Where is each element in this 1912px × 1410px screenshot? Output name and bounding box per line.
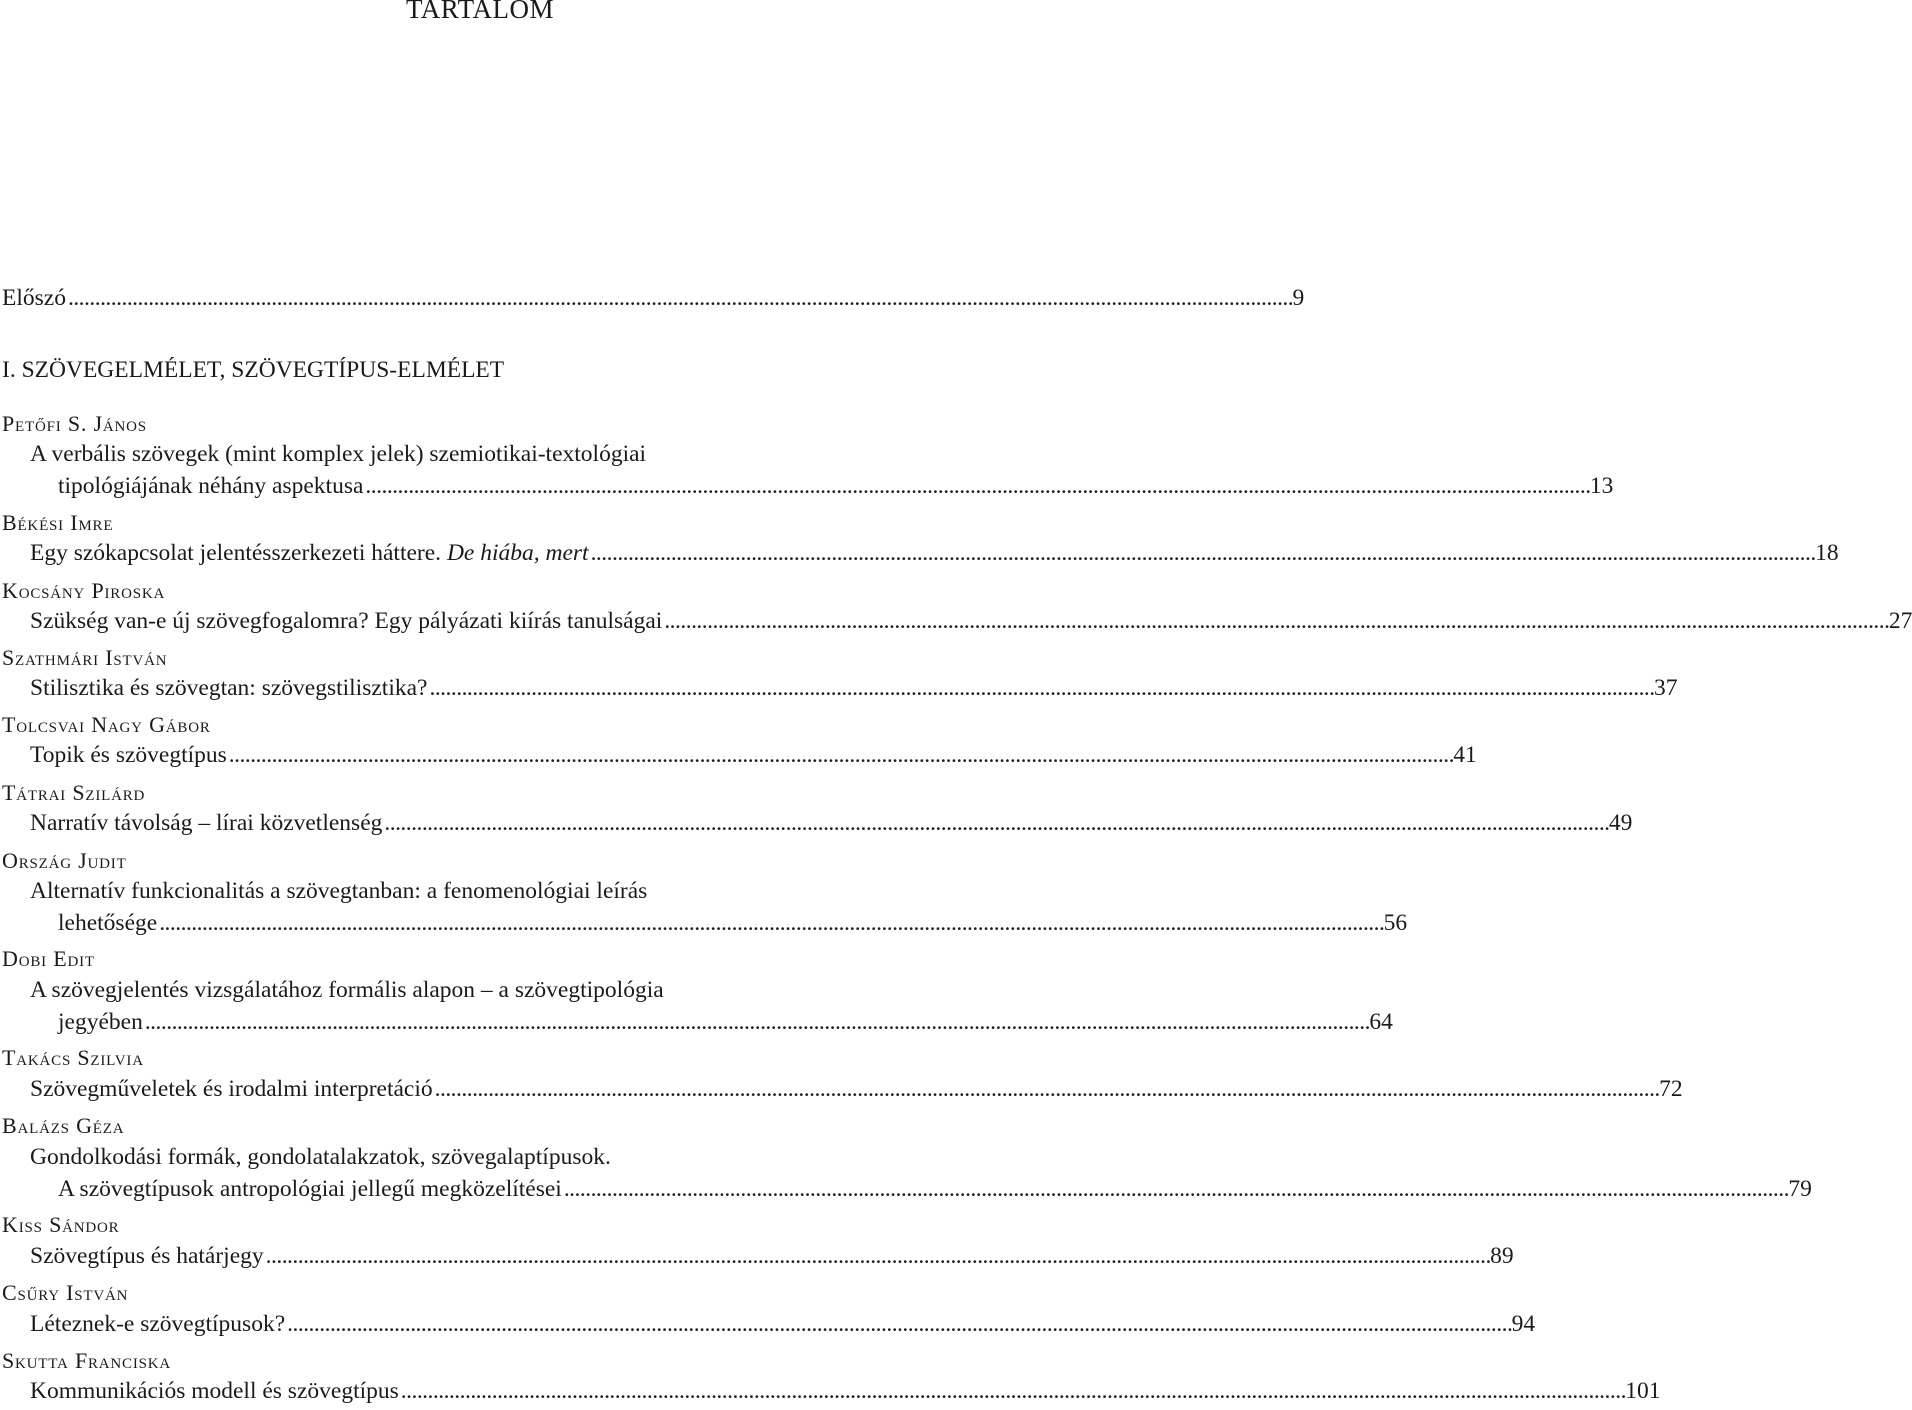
toc-entry-takacs[interactable] <box>30 1074 1683 1104</box>
page-number: 94 <box>1511 1311 1536 1337</box>
dot-leader <box>401 1376 1623 1406</box>
toc-entry-tolcsvai[interactable] <box>30 740 1477 770</box>
entry-title: Szövegtípus és határjegy <box>30 1243 264 1269</box>
page-number: 13 <box>1589 473 1614 499</box>
entry-author: Tolcsvai Nagy Gábor <box>2 712 211 737</box>
page-title: TARTALOM <box>405 0 555 24</box>
entry-title: Előszó <box>2 285 66 311</box>
page-number: 64 <box>1369 1009 1393 1035</box>
dot-leader <box>664 606 1886 636</box>
page-number: 49 <box>1608 810 1633 836</box>
dot-leader <box>564 1174 1786 1204</box>
entry-title: Narratív távolság – lírai közvetlenség <box>30 810 383 836</box>
entry-author: Petőfi S. János <box>2 411 147 436</box>
toc-entry-skutta[interactable] <box>30 1376 1661 1406</box>
entry-author: Balázs Géza <box>2 1113 125 1138</box>
entry-title: Topik és szövegtípus <box>30 742 227 768</box>
dot-leader <box>145 1007 1367 1037</box>
toc-entry-dobi[interactable] <box>58 1007 1393 1037</box>
dot-leader <box>365 471 1587 501</box>
entry-title[interactable]: A szövegjelentés vizsgálatához formális alapon – a szövegtipológia <box>30 977 664 1003</box>
dot-leader <box>384 808 1606 838</box>
dot-leader <box>429 673 1651 703</box>
toc-entry-kocsany[interactable] <box>30 606 1912 636</box>
toc-entry-petofi[interactable] <box>58 471 1614 501</box>
toc-entry-orszag[interactable] <box>58 908 1408 938</box>
entry-title[interactable]: Alternatív funkcionalitás a szövegtanban: a fenomenológiai leírás <box>30 878 648 904</box>
toc-entry-balazs[interactable] <box>58 1174 1812 1204</box>
entry-author: Tátrai Szilárd <box>2 780 146 805</box>
entry-author: Szathmári István <box>2 645 168 670</box>
toc-entry-tatrai[interactable] <box>30 808 1633 838</box>
dot-leader <box>287 1309 1509 1339</box>
page-number: 18 <box>1815 540 1839 566</box>
page-number: 41 <box>1453 742 1477 768</box>
page-number: 79 <box>1788 1176 1812 1202</box>
dot-leader <box>68 283 1290 313</box>
entry-title-cont: jegyében <box>58 1009 143 1035</box>
entry-author: Békési Imre <box>2 510 114 535</box>
toc-entry-bekesi[interactable] <box>30 538 1839 568</box>
entry-author: Takács Szilvia <box>2 1045 144 1070</box>
entry-title: Kommunikációs modell és szövegtípus <box>30 1378 399 1404</box>
entry-title-cont: tipológiájának néhány aspektusa <box>58 473 364 499</box>
page-number: 89 <box>1490 1243 1514 1269</box>
page-number: 27 <box>1888 608 1912 634</box>
toc-entry-szathmari[interactable] <box>30 673 1678 703</box>
entry-title: Szükség van-e új szövegfogalomra? Egy pályázati kiírás tanulságai <box>30 608 663 634</box>
entry-author: Ország Judit <box>2 848 127 873</box>
page-number: 56 <box>1383 910 1408 936</box>
entry-author: Kocsány Piroska <box>2 578 166 603</box>
section-heading: I. SZÖVEGELMÉLET, SZÖVEGTÍPUS-ELMÉLET <box>2 357 505 383</box>
entry-author: Csűry István <box>2 1280 129 1305</box>
entry-title[interactable]: Gondolkodási formák, gondolatalakzatok, szövegalaptípusok. <box>30 1144 611 1170</box>
page-number: 72 <box>1659 1076 1683 1102</box>
entry-title-cont: lehetősége <box>58 910 158 936</box>
entry-title: Egy szókapcsolat jelentésszerkezeti háttere. De hiába, mert <box>30 540 589 566</box>
entry-title-italic: De hiába, mert <box>446 540 589 566</box>
toc-entry-csury[interactable] <box>30 1309 1536 1339</box>
entry-title[interactable]: A verbális szövegek (mint komplex jelek) szemiotikai-textológiai <box>30 441 647 467</box>
entry-title: Szövegműveletek és irodalmi interpretáció <box>30 1076 433 1102</box>
page-number: 9 <box>1292 285 1305 311</box>
dot-leader <box>159 908 1381 938</box>
toc-entry-foreword[interactable] <box>0 283 1305 313</box>
dot-leader <box>266 1241 1488 1271</box>
page-number: 37 <box>1653 675 1678 701</box>
dot-leader <box>229 740 1451 770</box>
entry-author: Kiss Sándor <box>2 1212 120 1237</box>
page-number: 101 <box>1625 1378 1661 1404</box>
dot-leader <box>591 538 1813 568</box>
dot-leader <box>435 1074 1657 1104</box>
entry-author: Skutta Franciska <box>2 1348 172 1373</box>
entry-title: Stilisztika és szövegtan: szövegstilisztika? <box>30 675 428 701</box>
entry-title: Léteznek-e szövegtípusok? <box>30 1311 286 1337</box>
entry-author: Dobi Edit <box>2 946 95 971</box>
toc-entry-kiss[interactable] <box>30 1241 1514 1271</box>
entry-title-cont: A szövegtípusok antropológiai jellegű megközelítései <box>58 1176 562 1202</box>
